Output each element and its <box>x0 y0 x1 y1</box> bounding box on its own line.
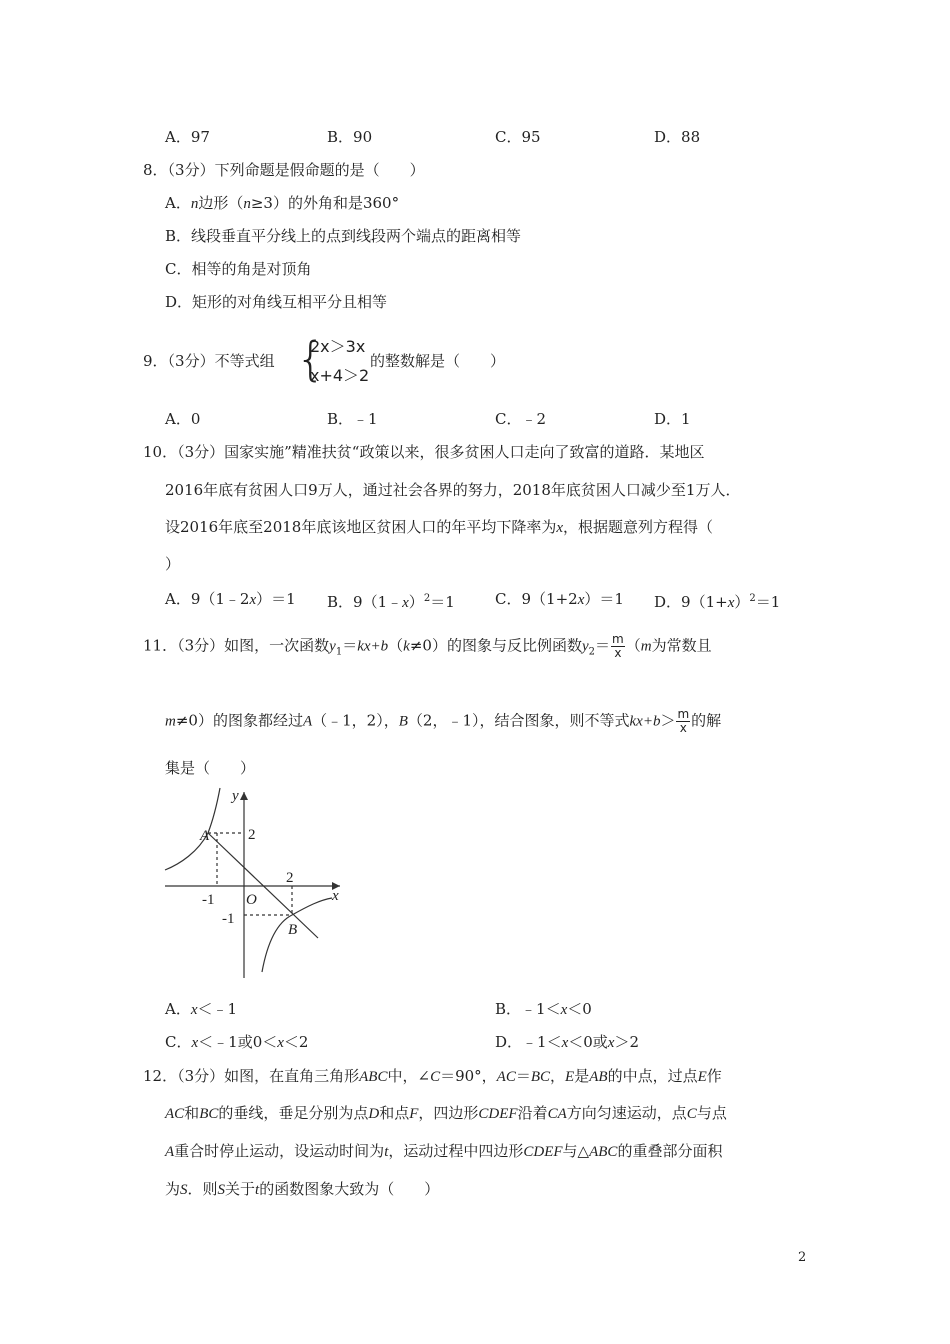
q11-function-graph <box>160 782 350 982</box>
fraction-m-over-x: $\frac{m}{x}$ <box>612 632 624 660</box>
q10-line-2: 2016年底有贫困人口9万人，通过社会各界的努力，2018年底贫困人口减少至1万人． <box>165 481 741 499</box>
q7-option-a: A．97 <box>165 128 210 146</box>
graph-label-b: B <box>288 922 298 938</box>
q9-option-d: D．1 <box>654 410 691 428</box>
q11-option-a: A．x＜﹣1 <box>165 1000 238 1018</box>
q10-line-4: ） <box>165 555 181 573</box>
q7-option-b: B．90 <box>327 128 373 146</box>
q9-option-c: C．﹣2 <box>495 410 547 428</box>
q11-line-3: 集是（ ） <box>165 759 256 777</box>
q9-option-b: B．﹣1 <box>327 410 378 428</box>
q8-stem: 8．（3分）下列命题是假命题的是（ ） <box>143 161 425 179</box>
q8-option-d: D．矩形的对角线互相平分且相等 <box>165 293 388 311</box>
q12-line-2: AC和BC的垂线，垂足分别为点D和点F，四边形CDEF沿着CA方向匀速运动，点C与点 <box>165 1104 727 1122</box>
graph-tick-label-neg1-y: -1 <box>222 911 235 927</box>
graph-label-x: x <box>332 888 339 904</box>
q10-option-d: D．$9(1+x)^2=1$ <box>654 593 781 611</box>
left-brace-icon: { <box>296 332 326 386</box>
q7-option-d: D．88 <box>654 128 701 146</box>
q12-line-1: 12．（3分）如图，在直角三角形ABC中，∠C＝90°，AC＝BC，E是AB的中点，过点E作 <box>143 1067 722 1085</box>
q11-line-2: m≠0）的图象都经过A（﹣1，2），B（2，﹣1），结合图象，则不等式kx+b＞ $\frac{m}{x}$ 的解 <box>165 707 722 735</box>
q11-option-b: B．﹣1＜x＜0 <box>495 1000 592 1018</box>
q9-inequality-system <box>296 334 376 388</box>
q9-option-a: A．0 <box>165 410 201 428</box>
q9-stem-pre: 9．（3分）不等式组 <box>143 352 275 370</box>
q12-line-4: 为S．则S关于t的函数图象大致为（ ） <box>165 1180 440 1198</box>
graph-tick-label-2-x: 2 <box>286 870 294 886</box>
q7-option-c: C．95 <box>495 128 541 146</box>
graph-tick-label-neg1-x: -1 <box>202 892 215 908</box>
hyperbola-branch-left <box>165 788 220 870</box>
q11-line-1: 11．（3分）如图，一次函数$y_1=kx+b(k\ne 0)$的图象与反比例函数$y_2=$ $\frac{m}{x}$ （m为常数且 <box>143 632 712 660</box>
q8-option-a: A．n边形（n≥3）的外角和是360° <box>165 194 400 212</box>
fraction-m-over-x-2: $\frac{m}{x}$ <box>677 707 690 735</box>
graph-tick-label-2-y: 2 <box>248 827 256 843</box>
q9-inequality-2: x+4＞2 <box>310 366 370 385</box>
y-axis-arrow-icon <box>240 792 248 800</box>
graph-label-origin: O <box>246 892 257 908</box>
page-number: 2 <box>798 1250 807 1265</box>
q8-option-c: C．相等的角是对顶角 <box>165 260 312 278</box>
q8-option-b: B．线段垂直平分线上的点到线段两个端点的距离相等 <box>165 227 522 245</box>
graph-label-y: y <box>232 788 239 804</box>
q11-option-d: D．﹣1＜x＜0或x＞2 <box>495 1033 640 1051</box>
q11-option-c: C．x＜﹣1或0＜x＜2 <box>165 1033 309 1051</box>
q10-option-c: C．9（1+2x）＝1 <box>495 590 624 608</box>
q10-line-3: 设2016年底至2018年底该地区贫困人口的年平均下降率为x，根据题意列方程得（ <box>165 518 714 536</box>
q9-stem-post: 的整数解是（ ） <box>370 352 506 370</box>
q10-option-a: A．9（1﹣2x）＝1 <box>165 590 296 608</box>
q10-line-1: 10．（3分）国家实施”精准扶贫“政策以来，很多贫困人口走向了致富的道路．某地区 <box>143 443 705 461</box>
q10-option-b: B．9（1﹣x）$^2$＝1 <box>327 593 455 611</box>
graph-label-a: A <box>200 828 210 844</box>
q9-inequality-1: 2x＞3x <box>310 337 366 356</box>
q12-line-3: A重合时停止运动，设运动时间为t，运动过程中四边形CDEF与△ABC的重叠部分面积 <box>165 1142 723 1160</box>
